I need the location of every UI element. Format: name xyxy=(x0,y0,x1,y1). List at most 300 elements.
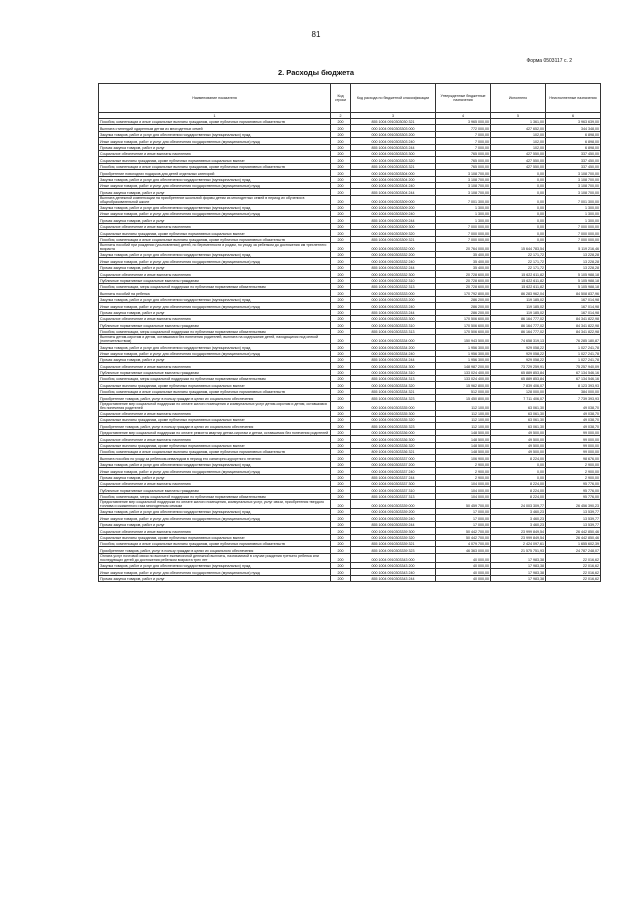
row-name: Пособия, компенсации и иные социальные выплаты гражданам, кроме публичных нормативных обязательств xyxy=(99,163,331,169)
row-executed: 23 999 849,54 xyxy=(491,534,546,540)
row-code: 200 xyxy=(331,417,351,423)
row-approved: 148 500,00 xyxy=(436,429,491,435)
row-name: Пособия, компенсации, меры социальной поддержки по публичным нормативным обязательствам xyxy=(99,493,331,499)
table-row xyxy=(99,243,601,252)
header-classification: Код расхода по бюджетной классификации xyxy=(351,84,436,113)
row-name: Прочая закупка товаров, работ и услуг xyxy=(99,356,331,362)
row-code: 200 xyxy=(331,119,351,125)
row-classification: 000 1004 0910303336 320 xyxy=(351,442,436,448)
row-executed: 23 999 849,54 xyxy=(491,528,546,534)
row-executed: 65 889 853,84 xyxy=(491,369,546,375)
row-approved: 765 000,00 xyxy=(436,157,491,163)
row-name: Социальные выплаты гражданам, кроме публичных нормативных социальных выплат xyxy=(99,442,331,448)
row-name: Социальное обеспечение и иные выплаты населению xyxy=(99,315,331,321)
row-code: 200 xyxy=(331,369,351,375)
row-code: 200 xyxy=(331,150,351,156)
row-code: 200 xyxy=(331,195,351,204)
row-code: 200 xyxy=(331,395,351,401)
row-executed: 2 424 097,61 xyxy=(491,541,546,547)
row-executed: 22 171,72 xyxy=(491,264,546,270)
row-unexecuted: 24 787 248,07 xyxy=(546,547,601,553)
row-classification: 000 1004 0910303304 200 xyxy=(351,176,436,182)
row-approved: 148 500,00 xyxy=(436,442,491,448)
row-code: 200 xyxy=(331,521,351,527)
row-executed: 0,00 xyxy=(491,176,546,182)
row-classification: 000 1004 0910303335 320 xyxy=(351,417,436,423)
row-name: Социальные выплаты гражданам, кроме публичных нормативных социальных выплат xyxy=(99,230,331,236)
row-classification: 855 1004 0910303333 313 xyxy=(351,328,436,334)
row-code: 200 xyxy=(331,541,351,547)
row-name: Предоставление мер социальной поддержки по оплате жилого помещения и коммунальных услуг детям-сиротам и детям, оставшимся без попечения родителей xyxy=(99,401,331,410)
row-name: Социальные выплаты гражданам, кроме публичных нормативных социальных выплат xyxy=(99,534,331,540)
row-code: 200 xyxy=(331,176,351,182)
row-executed: 21 575 751,93 xyxy=(491,547,546,553)
row-classification: 000 1004 0910303303 200 xyxy=(351,131,436,137)
row-code: 200 xyxy=(331,296,351,302)
row-unexecuted: 22 016,62 xyxy=(546,569,601,575)
row-unexecuted: 13 228,28 xyxy=(546,264,601,270)
row-unexecuted: 3 108 700,00 xyxy=(546,176,601,182)
row-executed: 929 058,22 xyxy=(491,356,546,362)
row-code: 200 xyxy=(331,376,351,382)
header-unexecuted: Неисполненные назначения xyxy=(546,84,601,113)
row-name: Прочая закупка товаров, работ и услуг xyxy=(99,521,331,527)
row-code: 200 xyxy=(331,436,351,442)
row-executed: 427 550,00 xyxy=(491,157,546,163)
row-classification: 000 1004 0910303303 000 xyxy=(351,125,436,131)
row-name: Пособия, компенсации, меры социальной поддержки по публичным нормативным обязательствам xyxy=(99,283,331,289)
row-code: 200 xyxy=(331,547,351,553)
row-name: Иные закупки товаров, работ и услуг для обеспечения государственных (муниципальных) нужд xyxy=(99,258,331,264)
row-executed: 0,00 xyxy=(491,195,546,204)
row-name: Закупка товаров, работ и услуг для обеспечения государственных (муниципальных) нужд xyxy=(99,344,331,350)
row-unexecuted: 22 016,62 xyxy=(546,553,601,562)
row-approved: 7 000 000,00 xyxy=(436,230,491,236)
row-name: Выплаты детям-сиротам и детям, оставшимся без попечения родителей, выплата на содержание детей, находящихся под опекой (попечительством) xyxy=(99,335,331,344)
row-approved: 170 506 600,00 xyxy=(436,315,491,321)
row-name: Социальное обеспечение и иные выплаты населению xyxy=(99,410,331,416)
row-approved: 170 506 600,00 xyxy=(436,322,491,328)
row-name: Социальное обеспечение и иные выплаты населению xyxy=(99,363,331,369)
row-unexecuted: 5 105 988,18 xyxy=(546,277,601,283)
row-approved: 17 000,00 xyxy=(436,521,491,527)
row-classification: 000 1004 0910303332 000 xyxy=(351,243,436,252)
row-executed: 63 061,30 xyxy=(491,417,546,423)
row-executed: 3 460,23 xyxy=(491,515,546,521)
row-unexecuted: 75 257 940,09 xyxy=(546,363,601,369)
row-approved: 50 442 700,00 xyxy=(436,534,491,540)
row-unexecuted: 76 285 180,87 xyxy=(546,335,601,344)
row-unexecuted: 7 000 000,00 xyxy=(546,230,601,236)
row-classification: 855 1004 0910303333 244 xyxy=(351,309,436,315)
row-unexecuted: 8 123 393,93 xyxy=(546,382,601,388)
header-num-5: 5 xyxy=(491,113,546,119)
row-executed: 73 729 259,91 xyxy=(491,363,546,369)
row-approved: 170 506 600,00 xyxy=(436,328,491,334)
row-code: 200 xyxy=(331,534,351,540)
row-unexecuted: 1 300,00 xyxy=(546,217,601,223)
row-code: 200 xyxy=(331,277,351,283)
row-name: Публичные нормативные социальные выплаты гражданам xyxy=(99,277,331,283)
row-unexecuted: 7 000 000,00 xyxy=(546,236,601,242)
row-classification: 855 1004 0910303334 323 xyxy=(351,395,436,401)
row-unexecuted: 13 539,77 xyxy=(546,521,601,527)
row-name: Выплата денежной компенсации на приобретение школьной формы детям из многодетных семей в период их обучения в общеобразовательной школе xyxy=(99,195,331,204)
row-name: Закупка товаров, работ и услуг для обеспечения государственных (муниципальных) нужд xyxy=(99,509,331,515)
row-code: 200 xyxy=(331,170,351,176)
row-classification: 000 1004 0910303335 000 xyxy=(351,401,436,410)
row-approved: 35 400,00 xyxy=(436,264,491,270)
row-approved: 7 000,00 xyxy=(436,131,491,137)
row-name: Социальное обеспечение и иные выплаты населению xyxy=(99,223,331,229)
row-unexecuted: 99 000,00 xyxy=(546,436,601,442)
row-name: Выплата стипендий одаренным детям из многодетных семей xyxy=(99,125,331,131)
row-executed: 49 500,00 xyxy=(491,448,546,454)
row-classification: 000 1004 0910303337 000 xyxy=(351,455,436,461)
row-name: Приобретение товаров, работ, услуг в пользу граждан в целях их социального обеспечения xyxy=(99,547,331,553)
row-unexecuted: 84 341 822,98 xyxy=(546,315,601,321)
row-approved: 148 987 200,00 xyxy=(436,363,491,369)
row-code: 200 xyxy=(331,500,351,509)
row-name: Социальное обеспечение и иные выплаты населению xyxy=(99,480,331,486)
row-name: Иные закупки товаров, работ и услуг для обеспечения государственных (муниципальных) нужд xyxy=(99,515,331,521)
row-unexecuted: 95 776,00 xyxy=(546,487,601,493)
row-approved: 3 108 700,00 xyxy=(436,176,491,182)
row-code: 200 xyxy=(331,388,351,394)
row-classification: 000 1004 0910303336 300 xyxy=(351,436,436,442)
row-unexecuted: 3 963 639,00 xyxy=(546,119,601,125)
row-code: 200 xyxy=(331,290,351,296)
row-approved: 133 024 400,00 xyxy=(436,369,491,375)
row-name: Пособия, компенсации, меры социальной поддержки по публичным нормативным обязательствам xyxy=(99,328,331,334)
row-code: 200 xyxy=(331,335,351,344)
row-approved: 104 000,00 xyxy=(436,493,491,499)
row-unexecuted: 337 450,00 xyxy=(546,150,601,156)
row-executed: 15 622 611,82 xyxy=(491,271,546,277)
row-approved: 1 300,00 xyxy=(436,217,491,223)
row-name: Выплаты пособий на ребенка xyxy=(99,290,331,296)
row-executed: 8 224,00 xyxy=(491,487,546,493)
row-executed: 0,00 xyxy=(491,468,546,474)
row-executed: 74 658 319,13 xyxy=(491,335,546,344)
row-unexecuted: 1 300,00 xyxy=(546,204,601,210)
row-approved: 4 079 700,00 xyxy=(436,541,491,547)
row-executed: 929 058,22 xyxy=(491,344,546,350)
row-name: Закупка товаров, работ и услуг для обеспечения государственных (муниципальных) нужд xyxy=(99,296,331,302)
row-approved: 3 108 700,00 xyxy=(436,170,491,176)
row-unexecuted: 5 119 216,46 xyxy=(546,243,601,252)
row-approved: 7 001 300,00 xyxy=(436,195,491,204)
row-unexecuted: 49 038,70 xyxy=(546,410,601,416)
row-classification: 000 1004 0910303343 240 xyxy=(351,569,436,575)
row-name: Предоставление мер социальной поддержки по оплате жилого помещения, коммунальных услуг, услуг связи, приобретения твердого топлива и сжиженного газа многодетным семьям xyxy=(99,500,331,509)
row-approved: 1 300,00 xyxy=(436,211,491,217)
row-approved: 148 500,00 xyxy=(436,448,491,454)
row-approved: 40 000,00 xyxy=(436,569,491,575)
row-approved: 7 000 000,00 xyxy=(436,236,491,242)
header-num-6: 6 xyxy=(546,113,601,119)
row-executed: 63 061,30 xyxy=(491,423,546,429)
row-executed: 22 171,72 xyxy=(491,252,546,258)
row-unexecuted: 337 450,00 xyxy=(546,157,601,163)
row-unexecuted: 5 105 988,18 xyxy=(546,271,601,277)
row-unexecuted: 6 898,00 xyxy=(546,138,601,144)
row-code: 200 xyxy=(331,401,351,410)
row-approved: 765 000,00 xyxy=(436,150,491,156)
row-unexecuted: 26 456 390,23 xyxy=(546,500,601,509)
table-body xyxy=(99,119,601,582)
row-code: 200 xyxy=(331,315,351,321)
row-code: 200 xyxy=(331,528,351,534)
row-classification: 000 1004 0910303309 200 xyxy=(351,204,436,210)
row-code: 200 xyxy=(331,138,351,144)
row-name: Социальные выплаты гражданам, кроме публичных нормативных социальных выплат xyxy=(99,417,331,423)
row-name: Публичные нормативные социальные выплаты гражданам xyxy=(99,487,331,493)
row-code: 200 xyxy=(331,455,351,461)
row-name: Прочая закупка товаров, работ и услуг xyxy=(99,189,331,195)
table-row xyxy=(99,553,601,562)
row-classification: 855 1004 0910303339 321 xyxy=(351,541,436,547)
row-name: Приобретение товаров, работ, услуг в пользу граждан в целях их социального обеспечения xyxy=(99,395,331,401)
row-executed: 49 500,00 xyxy=(491,436,546,442)
row-name: Закупка товаров, работ и услуг для обеспечения государственных (муниципальных) нужд xyxy=(99,131,331,137)
row-unexecuted: 84 341 822,98 xyxy=(546,328,601,334)
row-executed: 86 164 777,02 xyxy=(491,322,546,328)
row-name: Прочая закупка товаров, работ и услуг xyxy=(99,474,331,480)
row-code: 200 xyxy=(331,382,351,388)
row-executed: 86 283 962,04 xyxy=(491,290,546,296)
row-classification: 000 1004 0910303339 240 xyxy=(351,515,436,521)
row-unexecuted: 1 027 241,78 xyxy=(546,344,601,350)
section-title: 2. Расходы бюджета xyxy=(277,68,355,77)
row-name: Социальное обеспечение и иные выплаты населению xyxy=(99,528,331,534)
row-approved: 40 000,00 xyxy=(436,575,491,581)
row-approved: 3 108 700,00 xyxy=(436,189,491,195)
row-name: Социальные выплаты гражданам, кроме публичных нормативных социальных выплат xyxy=(99,382,331,388)
row-approved: 286 200,00 xyxy=(436,303,491,309)
row-unexecuted: 7 001 300,00 xyxy=(546,195,601,204)
row-code: 200 xyxy=(331,283,351,289)
header-num-3: 3 xyxy=(351,113,436,119)
row-classification: 855 1004 0910303334 321 xyxy=(351,388,436,394)
row-name: Иные закупки товаров, работ и услуг для обеспечения государственных (муниципальных) нужд xyxy=(99,303,331,309)
row-executed: 24 003 309,77 xyxy=(491,500,546,509)
row-unexecuted: 49 038,70 xyxy=(546,423,601,429)
row-unexecuted: 26 442 850,46 xyxy=(546,534,601,540)
row-approved: 2 900,00 xyxy=(436,461,491,467)
row-code: 200 xyxy=(331,144,351,150)
row-code: 200 xyxy=(331,423,351,429)
row-code: 200 xyxy=(331,131,351,137)
row-classification: 000 1004 0910303333 000 xyxy=(351,290,436,296)
row-classification: 809 1004 0910303336 321 xyxy=(351,448,436,454)
row-code: 200 xyxy=(331,448,351,454)
row-executed: 15 622 611,82 xyxy=(491,283,546,289)
row-name: Приобретение новогодних подарков для детей отдельных категорий xyxy=(99,170,331,176)
row-code: 200 xyxy=(331,217,351,223)
row-unexecuted: 344 348,00 xyxy=(546,125,601,131)
header-code: Код строки xyxy=(331,84,351,113)
row-classification: 000 1004 0910303304 240 xyxy=(351,182,436,188)
row-approved: 112 100,00 xyxy=(436,423,491,429)
row-approved: 20 728 600,00 xyxy=(436,277,491,283)
row-code: 200 xyxy=(331,493,351,499)
row-code: 200 xyxy=(331,322,351,328)
row-approved: 40 000,00 xyxy=(436,562,491,568)
table-row xyxy=(99,195,601,204)
row-code: 200 xyxy=(331,157,351,163)
row-code: 200 xyxy=(331,575,351,581)
row-executed: 3 460,23 xyxy=(491,509,546,515)
row-classification: 855 1004 0910303335 323 xyxy=(351,423,436,429)
row-classification: 855 1004 0910303332 313 xyxy=(351,283,436,289)
row-classification: 855 1004 0910303332 244 xyxy=(351,264,436,270)
row-code: 200 xyxy=(331,230,351,236)
row-unexecuted: 13 539,77 xyxy=(546,515,601,521)
row-approved: 1 300,00 xyxy=(436,204,491,210)
row-approved: 286 200,00 xyxy=(436,296,491,302)
row-name: Закупка товаров, работ и услуг для обеспечения государственных (муниципальных) нужд xyxy=(99,461,331,467)
row-unexecuted: 99 000,00 xyxy=(546,442,601,448)
row-approved: 3 965 000,00 xyxy=(436,119,491,125)
row-unexecuted: 384 000,00 xyxy=(546,388,601,394)
row-classification: 855 1004 0910303337 244 xyxy=(351,474,436,480)
row-name: Иные закупки товаров, работ и услуг для обеспечения государственных (муниципальных) нужд xyxy=(99,569,331,575)
row-executed: 0,00 xyxy=(491,182,546,188)
row-unexecuted: 13 539,77 xyxy=(546,509,601,515)
row-code: 200 xyxy=(331,461,351,467)
row-classification: 000 1004 0910303309 000 xyxy=(351,195,436,204)
row-classification: 000 1004 0910303332 310 xyxy=(351,277,436,283)
row-code: 200 xyxy=(331,356,351,362)
row-approved: 106 900,00 xyxy=(436,455,491,461)
row-classification: 000 1004 0910303334 300 xyxy=(351,363,436,369)
row-executed: 8 224,00 xyxy=(491,480,546,486)
row-classification: 000 1004 0910303309 300 xyxy=(351,223,436,229)
row-executed: 0,00 xyxy=(491,461,546,467)
table-row xyxy=(99,335,601,344)
row-classification: 000 1004 0910303334 240 xyxy=(351,350,436,356)
row-unexecuted: 22 016,62 xyxy=(546,562,601,568)
row-approved: 40 000,00 xyxy=(436,553,491,562)
row-classification: 000 1004 0910303337 300 xyxy=(351,480,436,486)
row-name: Иные закупки товаров, работ и услуг для обеспечения государственных (муниципальных) нужд xyxy=(99,182,331,188)
row-classification: 000 1004 0910303303 320 xyxy=(351,157,436,163)
row-classification: 000 1004 0910303343 200 xyxy=(351,562,436,568)
row-code: 200 xyxy=(331,328,351,334)
row-name: Социальные выплаты гражданам, кроме публичных нормативных социальных выплат xyxy=(99,157,331,163)
row-classification: 000 1004 0910303334 310 xyxy=(351,369,436,375)
row-approved: 50 442 700,00 xyxy=(436,528,491,534)
row-executed: 119 185,02 xyxy=(491,309,546,315)
header-num-4: 4 xyxy=(436,113,491,119)
row-classification: 855 1004 0910303337 313 xyxy=(351,493,436,499)
row-classification: 000 1004 0910303335 300 xyxy=(351,410,436,416)
row-name: Публичные нормативные социальные выплаты гражданам xyxy=(99,322,331,328)
table-row xyxy=(99,575,601,581)
row-executed: 0,00 xyxy=(491,217,546,223)
row-unexecuted: 99 000,00 xyxy=(546,448,601,454)
row-executed: 86 164 777,02 xyxy=(491,328,546,334)
row-approved: 15 450 800,00 xyxy=(436,395,491,401)
row-code: 200 xyxy=(331,223,351,229)
row-classification: 000 1004 0910303333 300 xyxy=(351,315,436,321)
row-classification: 000 1004 0910303334 000 xyxy=(351,335,436,344)
row-approved: 765 000,00 xyxy=(436,163,491,169)
row-classification: 000 1004 0910303336 000 xyxy=(351,429,436,435)
row-name: Пособия, компенсации и иные социальные выплаты гражданам, кроме публичных нормативных обязательств xyxy=(99,448,331,454)
row-approved: 15 962 800,00 xyxy=(436,382,491,388)
row-classification: 000 1004 0910303337 240 xyxy=(351,468,436,474)
row-approved: 17 000,00 xyxy=(436,509,491,515)
expenses-table xyxy=(98,83,601,582)
row-executed: 15 644 783,54 xyxy=(491,243,546,252)
row-code: 200 xyxy=(331,344,351,350)
row-executed: 427 550,00 xyxy=(491,150,546,156)
row-executed: 102,00 xyxy=(491,138,546,144)
row-classification: 855 1004 0910303343 244 xyxy=(351,575,436,581)
row-executed: 0,00 xyxy=(491,211,546,217)
row-executed: 17 983,38 xyxy=(491,562,546,568)
row-classification: 000 1004 0910303303 300 xyxy=(351,150,436,156)
row-unexecuted: 22 016,62 xyxy=(546,575,601,581)
row-name: Публичные нормативные социальные выплаты гражданам xyxy=(99,369,331,375)
row-classification: 000 1004 0910303339 320 xyxy=(351,534,436,540)
row-classification: 000 1004 0910303339 000 xyxy=(351,500,436,509)
row-approved: 7 000,00 xyxy=(436,144,491,150)
row-executed: 1 361,00 xyxy=(491,119,546,125)
row-approved: 1 956 300,00 xyxy=(436,350,491,356)
row-executed: 0,00 xyxy=(491,236,546,242)
header-num-2: 2 xyxy=(331,113,351,119)
row-approved: 148 500,00 xyxy=(436,436,491,442)
row-name: Выплаты пособий при рождении (усыновлении) детей, по беременности и родам, по уходу за ребенком до достижения им трехлетнего возраста xyxy=(99,243,331,252)
row-unexecuted: 167 014,98 xyxy=(546,303,601,309)
row-executed: 86 164 777,02 xyxy=(491,315,546,321)
row-approved: 3 108 700,00 xyxy=(436,182,491,188)
row-code: 200 xyxy=(331,125,351,131)
row-executed: 49 500,00 xyxy=(491,442,546,448)
row-approved: 104 000,00 xyxy=(436,487,491,493)
row-executed: 0,00 xyxy=(491,189,546,195)
row-approved: 7 000,00 xyxy=(436,138,491,144)
row-unexecuted: 98 676,00 xyxy=(546,455,601,461)
row-unexecuted: 2 900,00 xyxy=(546,474,601,480)
row-name: Пособия, компенсации, меры социальной поддержки по публичным нормативным обязательствам xyxy=(99,376,331,382)
row-classification: 855 1004 0910303303 244 xyxy=(351,144,436,150)
row-classification: 000 1004 0910303303 240 xyxy=(351,138,436,144)
row-approved: 112 100,00 xyxy=(436,401,491,410)
row-approved: 170 792 800,00 xyxy=(436,290,491,296)
row-classification: 855 1004 0910303309 321 xyxy=(351,236,436,242)
row-executed: 17 983,38 xyxy=(491,553,546,562)
row-executed: 7 839 406,07 xyxy=(491,382,546,388)
row-unexecuted: 6 898,00 xyxy=(546,131,601,137)
row-executed: 63 061,30 xyxy=(491,401,546,410)
row-unexecuted: 1 027 241,78 xyxy=(546,350,601,356)
row-code: 200 xyxy=(331,189,351,195)
row-code: 200 xyxy=(331,515,351,521)
row-name: Прочая закупка товаров, работ и услуг xyxy=(99,309,331,315)
row-unexecuted: 13 228,28 xyxy=(546,258,601,264)
row-approved: 2 900,00 xyxy=(436,474,491,480)
row-executed: 427 550,00 xyxy=(491,163,546,169)
row-approved: 20 764 000,00 xyxy=(436,243,491,252)
row-executed: 22 171,72 xyxy=(491,258,546,264)
row-name: Иные закупки товаров, работ и услуг для обеспечения государственных (муниципальных) нужд xyxy=(99,211,331,217)
row-classification: 000 1004 0910303309 320 xyxy=(351,230,436,236)
row-unexecuted: 167 014,98 xyxy=(546,309,601,315)
